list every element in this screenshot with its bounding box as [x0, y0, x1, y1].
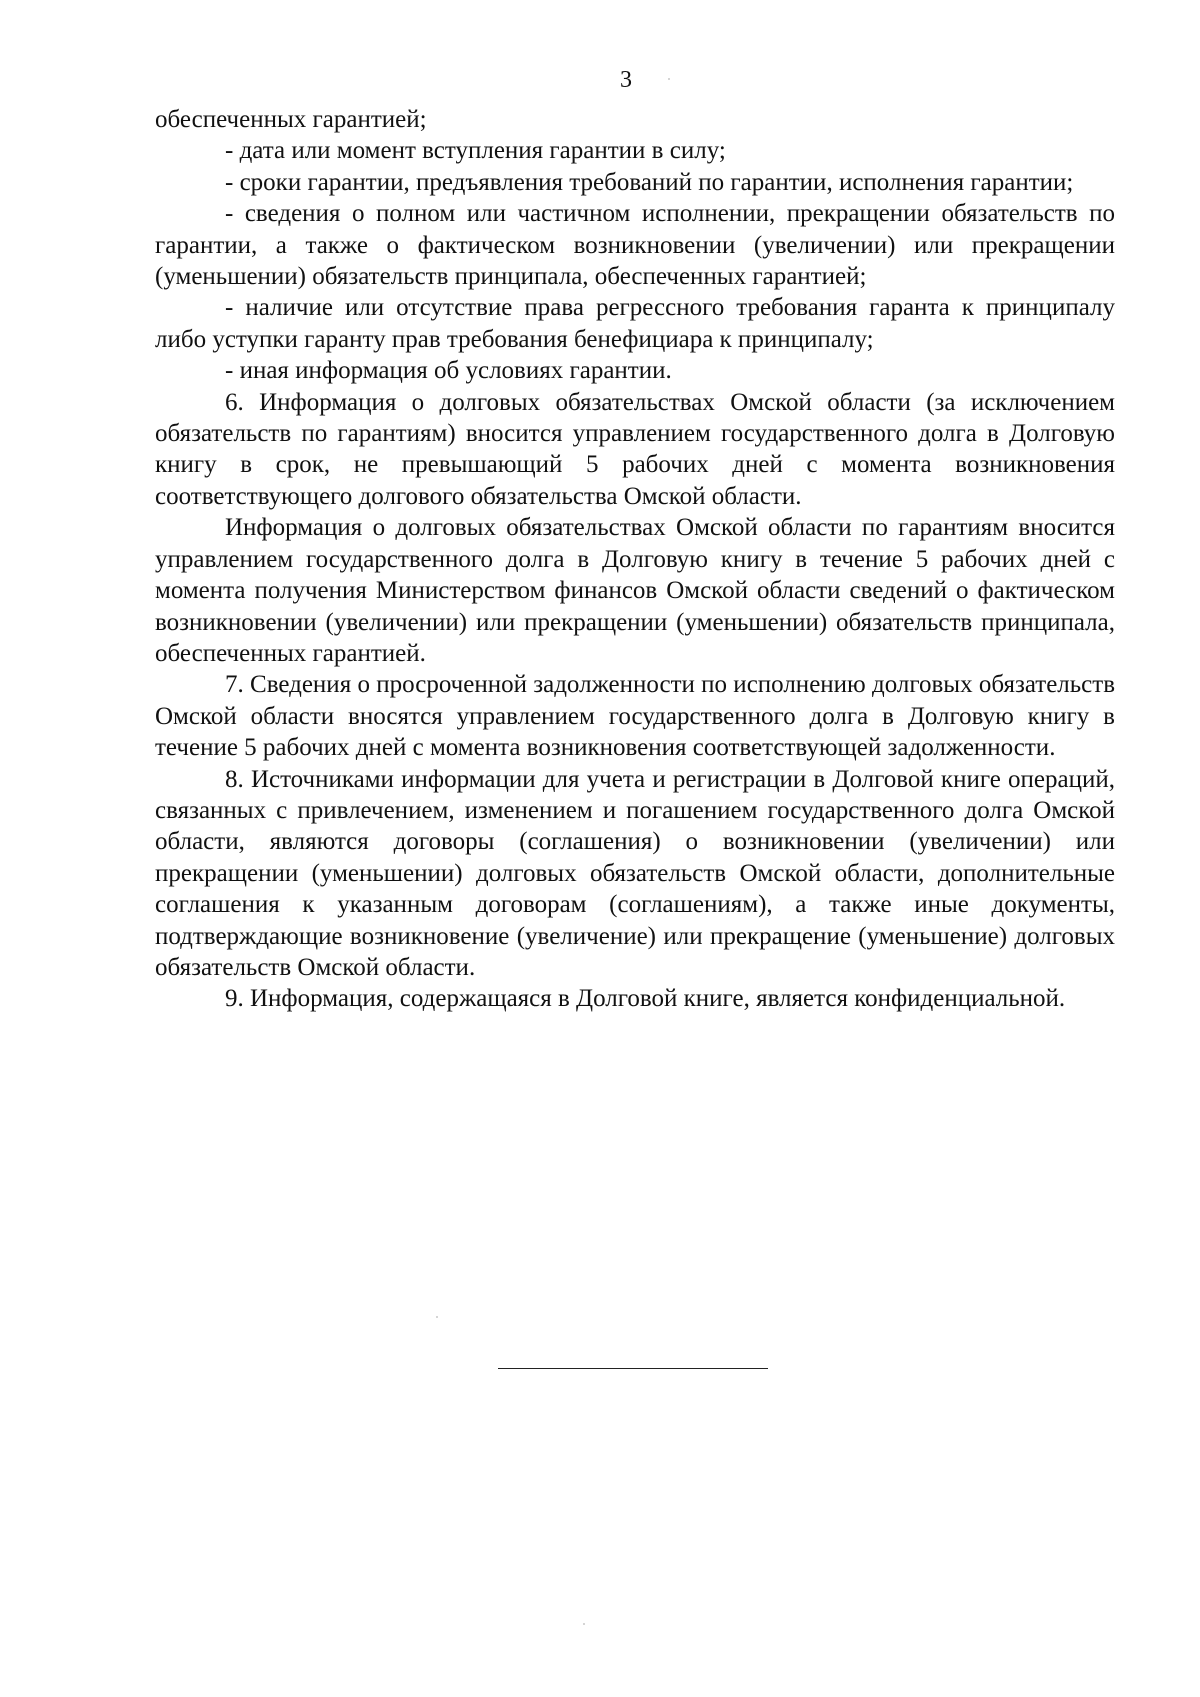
list-item-other-info: - иная информация об условиях гарантии. [225, 357, 672, 385]
clause-6-guarantees: Информация о долговых обязательствах Омской области по гарантиям вносится управлением государственного долга в Долговую книгу в течение 5 рабочих дней с момента получения Министерством финансов Омской области сведений о фактическом возникновении (увеличении) или прекращении (уменьшении) обязательств принципала, обеспеченных гарантией. [155, 514, 1115, 667]
clause-8: 8. Источниками информации для учета и регистрации в Долговой книге операций, связанных с привлечением, изменением и погашением государственного долга Омской области, являются договоры (соглашения) о возникновении (увеличении) или прекращении (уменьшении) долговых обязательств Омской области, дополнительные соглашения к указанным договорам (соглашениям), а также иные документы, подтверждающие возникновение (увеличение) или прекращение (уменьшение) долговых обязательств Омской области. [155, 765, 1115, 981]
list-item-execution-info: - сведения о полном или частичном исполнении, прекращении обязательств по гарантии, а также о фактическом возникновении (увеличении) или прекращении (уменьшении) обязательств принципала, обеспеченных гарантией; [155, 200, 1115, 291]
page-number: 3 [620, 67, 632, 93]
paragraph-continuation: обеспеченных гарантией; [155, 106, 427, 133]
document-body [155, 104, 1115, 1015]
list-item-regress-right: - наличие или отсутствие права регрессного требования гаранта к принципалу либо уступки гаранту прав требования бенефициара к принципалу; [155, 294, 1115, 353]
scan-speck [436, 1316, 438, 1318]
clause-6: 6. Информация о долговых обязательствах Омской области (за исключением обязательств по гарантиям) вносится управлением государственного долга в Долговую книгу в срок, не превышающий 5 рабочих дней с момента возникновения соответствующего долгового обязательства Омской области. [155, 388, 1115, 510]
scan-speck [668, 78, 670, 80]
clause-9: 9. Информация, содержащаяся в Долговой книге, является конфиденциальной. [225, 985, 1066, 1013]
list-item-effective-date: - дата или момент вступления гарантии в силу; [225, 137, 726, 165]
closing-divider-line [498, 1368, 768, 1369]
list-item-guarantee-terms: - сроки гарантии, предъявления требований по гарантии, исполнения гарантии; [225, 168, 1074, 196]
clause-7: 7. Сведения о просроченной задолженности по исполнению долговых обязательств Омской области вносятся управлением государственного долга в Долговую книгу в течение 5 рабочих дней с момента возникновения соответствующей задолженности. [155, 671, 1115, 762]
scan-speck [583, 1623, 585, 1625]
